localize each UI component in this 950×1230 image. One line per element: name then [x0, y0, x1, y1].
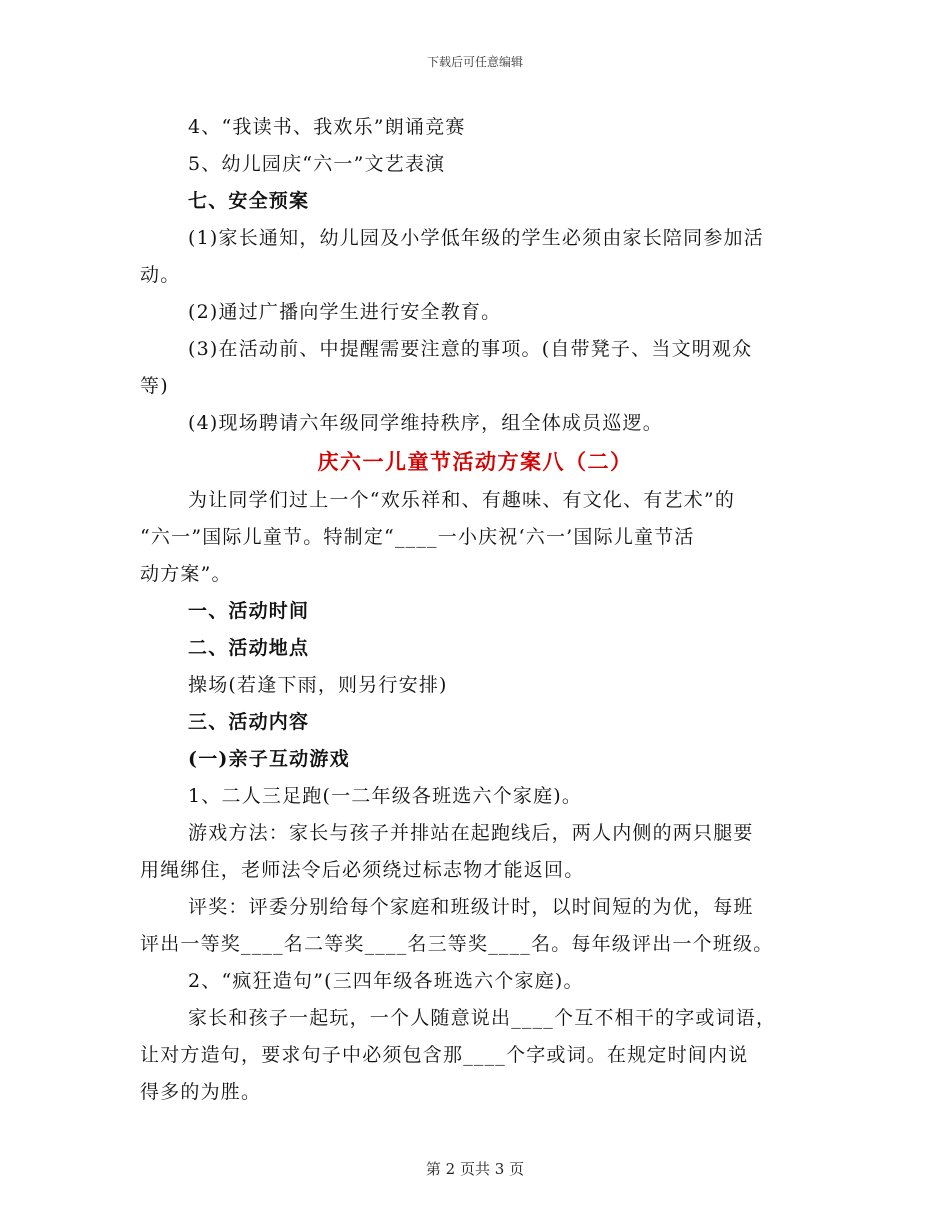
paragraph-line: (1)家长通知，幼儿园及小学低年级的学生必须由家长陪同参加活 [188, 227, 764, 249]
section-heading: 七、安全预案 [188, 190, 310, 212]
paragraph-line: 为让同学们过上一个“欢乐祥和、有趣味、有文化、有艺术”的 [188, 489, 736, 511]
document-body [140, 109, 810, 1111]
subsection-heading: (一)亲子互动游戏 [188, 748, 350, 770]
paragraph-line: 评出一等奖____名二等奖____名三等奖____名。每年级评出一个班级。 [140, 933, 774, 955]
paragraph-line: 评奖：评委分别给每个家庭和班级计时，以时间短的为优，每班 [188, 896, 754, 918]
document-title: 庆六一儿童节活动方案八（二） [317, 449, 633, 474]
paragraph-line: 让对方造句，要求句子中必须包含那____个字或词。在规定时间内说 [140, 1044, 749, 1066]
page-footer: 第 2 页共 3 页 [425, 1160, 525, 1178]
paragraph-line: 动方案”。 [140, 563, 232, 585]
paragraph-line: 用绳绑住，老师法令后必须绕过标志物才能返回。 [140, 859, 585, 881]
paragraph-line: “六一”国际儿童节。特制定“____一小庆祝‘六一’国际儿童节活 [140, 526, 695, 548]
section-heading: 三、活动内容 [188, 711, 310, 733]
list-item: 1、二人三足跑(一二年级各班选六个家庭)。 [188, 785, 583, 807]
list-item: 5、幼儿园庆“六一”文艺表演 [188, 153, 446, 175]
paragraph-line: 等) [140, 375, 169, 397]
section-heading: 一、活动时间 [188, 600, 310, 622]
paragraph-line: 家长和孩子一起玩，一个人随意说出____个互不相干的字或词语， [188, 1007, 777, 1029]
paragraph-line: 操场(若逢下雨，则另行安排) [188, 674, 448, 696]
paragraph-line: 游戏方法：家长与孩子并排站在起跑线后，两人内侧的两只腿要 [188, 822, 754, 844]
section-heading: 二、活动地点 [188, 637, 310, 659]
paragraph-line: 得多的为胜。 [140, 1081, 262, 1103]
paragraph-line: (2)通过广播向学生进行安全教育。 [188, 301, 502, 323]
paragraph-line: 动。 [140, 264, 181, 286]
page-header-note: 下载后可任意编辑 [426, 55, 523, 69]
list-item: 4、“我读书、我欢乐”朗诵竞赛 [188, 116, 466, 138]
paragraph-line: (3)在活动前、中提醒需要注意的事项。(自带凳子、当文明观众 [188, 338, 753, 360]
paragraph-line: (4)现场聘请六年级同学维持秩序，组全体成员巡逻。 [188, 412, 663, 434]
list-item: 2、“疯狂造句”(三四年级各班选六个家庭)。 [188, 970, 584, 992]
